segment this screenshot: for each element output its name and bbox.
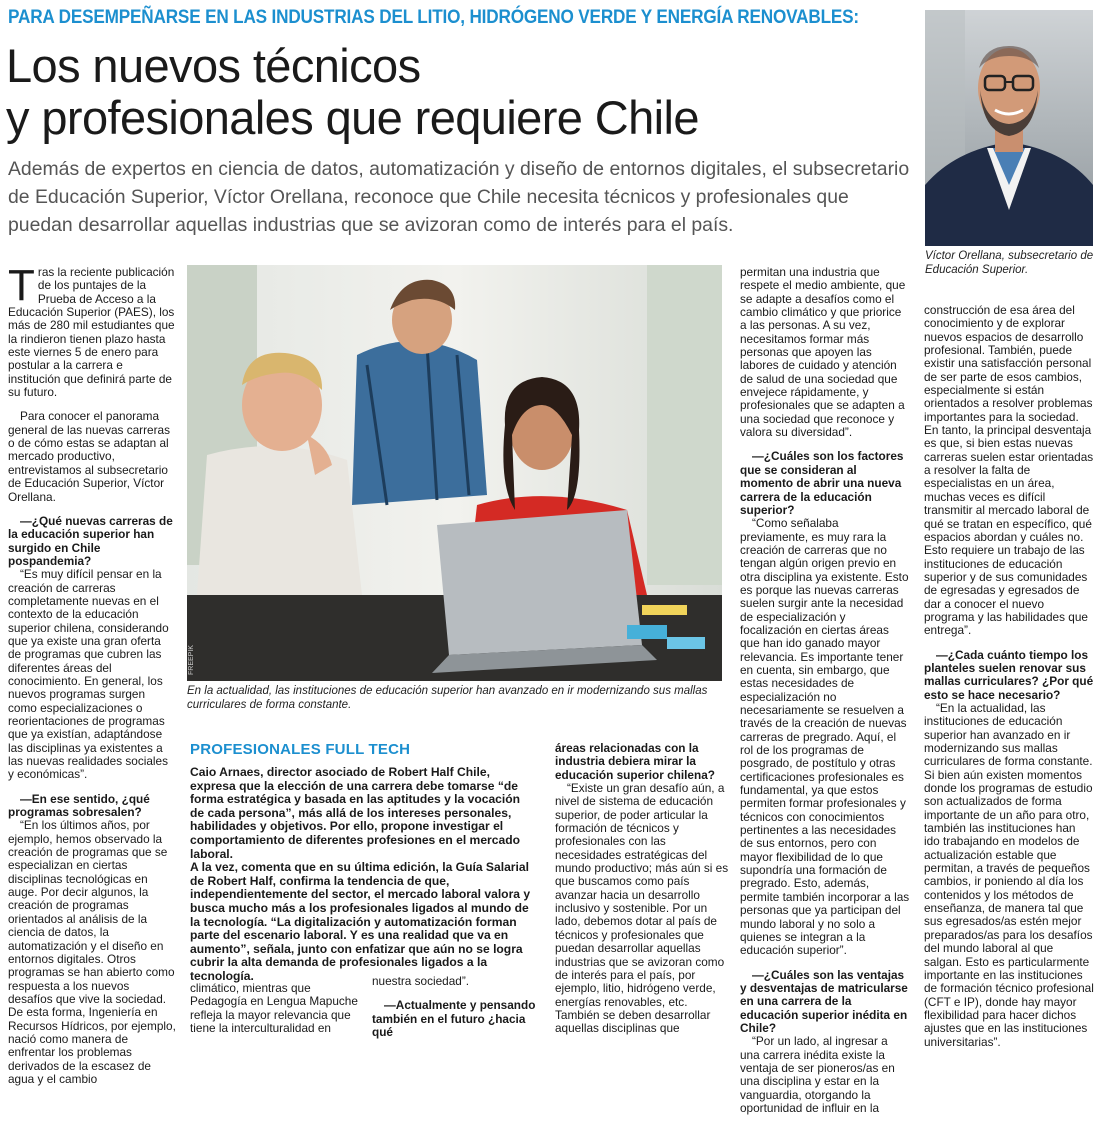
photo-credit: FREEPIK [188,645,195,675]
dek: Además de expertos en ciencia de datos, automatización y diseño de entornos digitales, el subsecretario de Educación Superior, Víctor Orellana, reconoce que Chile necesita técnicos y profesionales que puedan desarrollar aquellas industrias que se avizoran como de interés para el país. [8,158,910,236]
main-photo [187,265,722,681]
question-3: —Actualmente y pensando también en el futuro ¿hacia qué [372,998,536,1040]
headline [6,40,906,144]
question-1: —¿Qué nuevas carreras de la educación superior han surgido en Chile pospandemia? [8,513,173,568]
answer-2-end: nuestra sociedad”. [372,974,470,988]
portrait-photo [925,10,1093,246]
question-5: —¿Cuáles son las ventajas y desventajas de matricularse en una carrera de la educación superior inédita en Chile? [740,967,908,1035]
answer-6: “En la actualidad, las instituciones de educación superior han avanzado en ir modernizando sus mallas curriculares de forma constante. Si bien aún existen momentos donde los programas de estudio son actualizados de forma importante de un año para otro, también las instituciones han ido trabajando en modelos de actualización estable que permitan, a través de pequeños cambios, ir poniendo al día los contenidos y los métodos de enseñanza, de manera tal que sus egresados/as estén mejor preparados/as para los desafíos del mundo laboral al que salgan. Esto es particularmente importante en las instituciones de formación técnico profesional (CFT e IP), donde hay mayor flexibilidad para hacer dichos ajustes que en las instituciones universitarias”. [924,700,1094,1049]
body-column-e [555,742,730,1047]
body-column-d [924,304,1094,1060]
headline-line-1: Los nuevos técnicos [6,39,421,92]
kicker: PARA DESEMPEÑARSE EN LAS INDUSTRIAS DEL LITIO, HIDRÓGENO VERDE Y ENERGÍA RENOVABLES: [8,6,859,28]
drop-cap: T [8,261,35,310]
headline-line-2: y profesionales que requiere Chile [6,91,699,144]
intro-paragraph-2: Para conocer el panorama general de las nuevas carreras o de cómo estas se adaptan al mercado productivo, entrevistamos al subsecretario de Educación Superior, Víctor Orellana. [8,409,170,504]
intro-paragraph: ras la reciente publicación de los puntajes de la Prueba de Acceso a la Educación Superior (PAES), los más de 280 mil estudiantes que la rindieron tienen plazo hasta este viernes 5 de enero para postular a la carrera e institución que definirá parte de su futuro. [8,265,175,400]
question-3-continued: áreas relacionadas con la industria debiera mirar la educación superior chilena? [555,741,715,782]
answer-5-continued: construcción de esa área del conocimiento y de explorar nuevos espacios de desarrollo profesional. También, puede existir una satisfacción personal de ser parte de esos cambios, especialmente si están orientados a resolver problemas importantes para la sociedad. En tanto, la principal desventaja es que, si bien estas nuevas carreras suelen estar orientadas a resolver la falta de especialistas en un área, muchas veces es difícil transmitir al mercado laboral de qué se tratan en específico, qué espacios abordan y cuáles no. Esto requiere un trabajo de las instituciones de educación superior y de sus comunidades de egresadas y egresados de dar a conocer el nuevo programa y las habilidades que entrega”. [924,303,1094,638]
answer-2: “En los últimos años, por ejemplo, hemos observado la creación de programas que se especializan en ciertas disciplinas tecnológicas en auge. Por decir algunos, la creación de programas orientados al análisis de la ciencia de datos, la automatización y el diseño en entornos digitales. Otros programas se han abierto como respuesta a los nuevos desafíos que vive la sociedad. De esta forma, Ingeniería en Recursos Hídricos, por ejemplo, nació como manera de enfrentar los problemas derivados de la escasez de agua y el cambio [8,818,176,1086]
portrait-caption: Víctor Orellana, subsecretario de Educación Superior. [925,250,1094,276]
answer-1: “Es muy difícil pensar en la creación de carreras completamente nuevas en el contexto de la educación superior chilena, considerando que ya existe una gran oferta de programas que cubren las diferentes áreas del conocimiento. En general, los nuevos programas surgen como especializaciones o reorientaciones de programas que ya existían, adaptándose las disciplinas ya existentes a las nuevas realidades sociales y económicas”. [8,567,169,782]
box-body [190,766,535,984]
answer-3: “Existe un gran desafío aún, a nivel de sistema de educación superior, de poder articular la formación de técnicos y profesionales con las necesidades estratégicas del mundo productivo; más aún si es que buscamos como país avanzar hacia un desarrollo inclusivo y sostenible. Por un lado, debemos dotar al país de técnicos y profesionales que puedan desarrollar aquellas industrias que se avizoran como de interés para el país, por ejemplo, litio, hidrógeno verde, energías renovables, etc. También se deben desarrollar aquellas disciplinas que [555,781,729,1036]
box-paragraph-2: A la vez, comenta que en su última edición, la Guía Salarial de Robert Half, confirma la tendencia de que, independientemente del sector, el mercado laboral valora y busca mucho más a los profesionales ligados al mundo de la tecnología. “La digitalización y automatización forman parte del escenario laboral. Y es una realidad que va en aumento”, señala, junto con enfatizar que aún no se logra cubrir la alta demanda de profesionales ligados a la tecnología. [190,860,531,983]
portrait-illustration [925,10,1093,246]
question-4: —¿Cuáles son los factores que se consideran al momento de abrir una nueva carrera de la educación superior? [740,449,904,517]
body-column-a [190,982,360,1046]
question-2: —En ese sentido, ¿qué programas sobresalen? [8,791,150,820]
answer-2-continued: climático, mientras que Pedagogía en Lengua Mapuche refleja la mayor relevancia que tiene la interculturalidad en [190,981,358,1036]
box-paragraph-1: Caio Arnaes, director asociado de Robert Half Chile, expresa que la elección de una carrera debe tomarse “de forma estratégica y basada en las aptitudes y la vocación de cada persona”, más allá de los intereses personales, habilidades y objetivos. Por ello, propone investigar el comportamiento de diferentes profesiones en el mercado laboral. [190,765,521,861]
question-6: —¿Cada cuánto tiempo los planteles suelen renovar sus mallas curriculares? ¿Por qué esto se hace necesario? [924,647,1094,702]
answer-5: “Por un lado, al ingresar a una carrera inédita existe la ventaja de ser pioneros/as en una disciplina y estar en la vanguardia, otorgando la oportunidad de influir en la [740,1034,895,1115]
body-column-c [740,266,910,1126]
answer-3-continued: permitan una industria que respete el medio ambiente, que se adapte a desafíos como el cambio climático y que priorice a las personas. A su vez, necesitamos formar más personas que apoyen las labores de cuidado y atención de salud de una sociedad que envejece rápidamente, y profesionales que se adapten a una sociedad que reconoce y valora su diversidad”. [740,265,906,440]
photo-caption: En la actualidad, las instituciones de educación superior han avanzado en ir modernizando sus mallas curriculares de forma constante. [187,685,708,711]
students-laptop-illustration [187,265,722,681]
box-heading: PROFESIONALES FULL TECH [190,741,411,758]
body-column-1 [8,261,176,1097]
answer-4: “Como señalaba previamente, es muy rara la creación de carreras que no tengan algún origen previo en otra disciplina ya existente. Esto es porque las nuevas carreras suelen surgir ante la necesidad de especialización y focalización en ciertas áreas que han ido ganado mayor relevancia. Es importante tener en cuenta, sin embargo, que estas necesidades de especialización no necesariamente se resuelven a través de la creación de nuevas carreras de pregrado. Aquí, el rol de los programas de posgrado, de postítulo y otras certificaciones profesionales es fundamental, ya que estos permiten formar profesionales y técnicos con conocimientos pertinentes a las necesidades de sus entornos, pero con mayor flexibilidad de lo que supondría una formación de pregrado. Esto, además, permite también incorporar a las personas que ya participan del mundo laboral y no solo a quienes se integran a la educación superior”. [740,516,910,958]
body-column-b [372,975,542,1039]
